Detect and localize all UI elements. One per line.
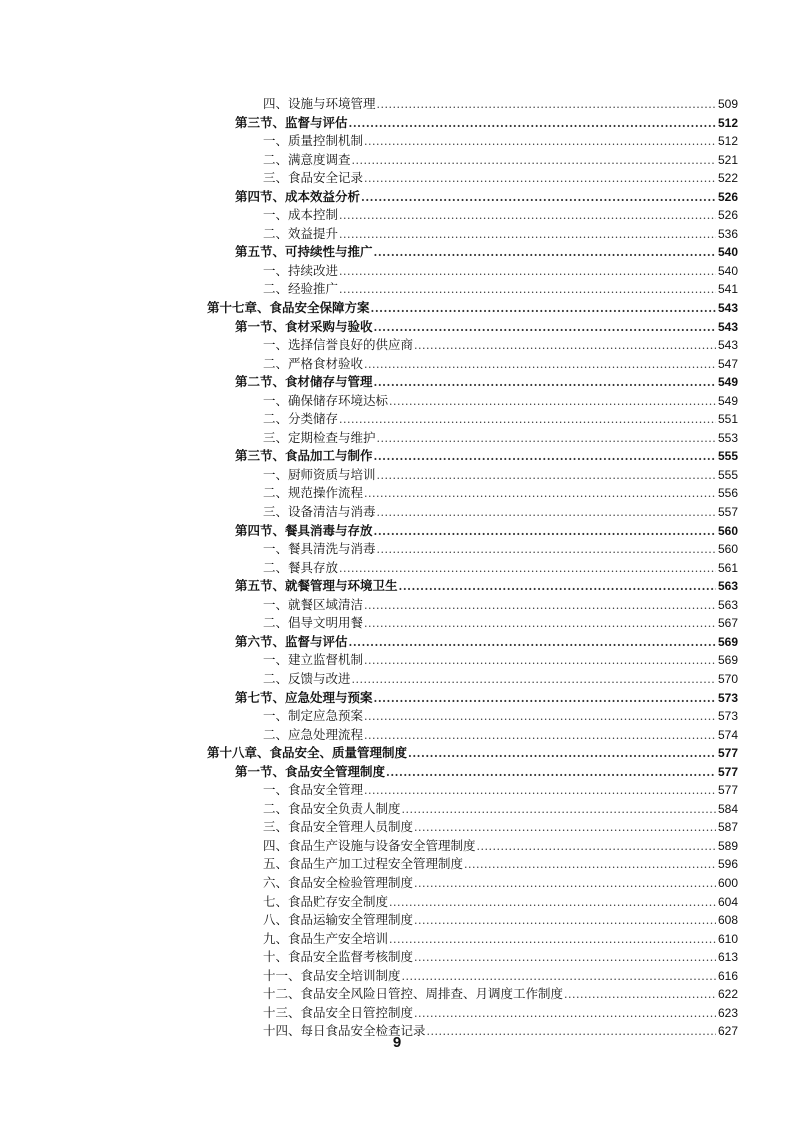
toc-entry-page: 551 (717, 412, 738, 427)
toc-entry-page: 540 (717, 245, 738, 260)
dot-leader (414, 819, 716, 838)
toc-entry-page: 627 (717, 1024, 738, 1039)
toc-entry[interactable] (0, 206, 794, 225)
toc-entry[interactable] (0, 930, 794, 949)
toc-entry[interactable] (0, 967, 794, 986)
toc-entry[interactable] (0, 948, 794, 967)
toc-entry-title: 第四节、成本效益分析 (235, 188, 361, 204)
toc-entry-page: 555 (717, 449, 738, 464)
toc-entry-page: 569 (717, 634, 738, 649)
dot-leader (364, 727, 716, 746)
toc-entry-title: 二、反馈与改进 (263, 670, 351, 686)
toc-entry-page: 577 (717, 764, 738, 779)
toc-entry[interactable] (0, 763, 794, 782)
toc-entry-title: 十一、食品安全培训制度 (263, 967, 401, 983)
dot-leader (364, 782, 716, 801)
dot-leader (371, 300, 716, 319)
toc-entry-title: 二、满意度调查 (263, 151, 351, 167)
toc-entry-page: 616 (717, 968, 738, 983)
toc-entry-page: 563 (717, 579, 738, 594)
dot-leader (389, 393, 716, 412)
dot-leader (374, 448, 716, 467)
toc-entry-title: 一、食品安全管理 (263, 782, 364, 798)
toc-entry[interactable] (0, 151, 794, 170)
toc-entry-page: 526 (717, 208, 738, 223)
toc-entry-title: 一、成本控制 (263, 207, 339, 223)
dot-leader (339, 560, 716, 579)
dot-leader (352, 671, 716, 690)
toc-entry[interactable] (0, 855, 794, 874)
toc-entry-title: 五、食品生产加工过程安全管理制度 (263, 856, 464, 872)
toc-entry[interactable] (0, 132, 794, 151)
dot-leader (352, 152, 716, 171)
toc-entry-page: 569 (717, 653, 738, 668)
toc-entry[interactable] (0, 559, 794, 578)
toc-entry-title: 九、食品生产安全培训 (263, 930, 389, 946)
toc-entry[interactable] (0, 800, 794, 819)
toc-entry-page: 604 (717, 894, 738, 909)
dot-leader (374, 244, 716, 263)
toc-entry-title: 第三节、监督与评估 (235, 114, 348, 130)
toc-entry-title: 第五节、可持续性与推广 (235, 244, 373, 260)
dot-leader (364, 485, 716, 504)
toc-entry-title: 二、效益提升 (263, 225, 339, 241)
dot-leader (399, 578, 716, 597)
dot-leader (377, 430, 716, 449)
toc-entry-page: 573 (717, 690, 738, 705)
toc-entry[interactable] (0, 447, 794, 466)
toc-entry-page: 521 (717, 152, 738, 167)
toc-entry-page: 557 (717, 505, 738, 520)
dot-leader (377, 504, 716, 523)
toc-entry-page: 512 (717, 134, 738, 149)
toc-entry[interactable] (0, 874, 794, 893)
toc-entry[interactable] (0, 596, 794, 615)
toc-entry-title: 一、餐具清洗与消毒 (263, 541, 376, 557)
dot-leader (414, 337, 716, 356)
toc-entry-title: 十四、每日食品安全检查记录 (263, 1023, 426, 1039)
toc-entry-page: 555 (717, 467, 738, 482)
toc-entry[interactable] (0, 726, 794, 745)
dot-leader (408, 745, 716, 764)
toc-entry[interactable] (0, 1004, 794, 1023)
toc-entry-title: 二、食品安全负责人制度 (263, 800, 401, 816)
dot-leader (414, 1005, 716, 1024)
toc-entry[interactable] (0, 169, 794, 188)
toc-entry-title: 十二、食品安全风险日管控、周排查、月调度工作制度 (263, 986, 564, 1002)
dot-leader (364, 615, 716, 634)
toc-entry[interactable] (0, 837, 794, 856)
toc-entry-page: 549 (717, 375, 738, 390)
toc-entry[interactable] (0, 540, 794, 559)
toc-entry[interactable] (0, 410, 794, 429)
toc-entry[interactable] (0, 466, 794, 485)
toc-entry-title: 一、厨师资质与培训 (263, 466, 376, 482)
toc-entry-page: 543 (717, 301, 738, 316)
toc-entry-title: 一、质量控制机制 (263, 133, 364, 149)
table-of-contents (0, 95, 794, 1041)
toc-entry-title: 七、食品贮存安全制度 (263, 893, 389, 909)
toc-entry-page: 556 (717, 486, 738, 501)
dot-leader (377, 467, 716, 486)
toc-entry-title: 二、规范操作流程 (263, 485, 364, 501)
toc-entry-title: 二、倡导文明用餐 (263, 615, 364, 631)
dot-leader (402, 801, 716, 820)
dot-leader (414, 912, 716, 931)
toc-entry-title: 二、应急处理流程 (263, 726, 364, 742)
dot-leader (339, 226, 716, 245)
toc-entry-title: 二、分类储存 (263, 411, 339, 427)
dot-leader (364, 170, 716, 189)
toc-entry[interactable] (0, 651, 794, 670)
toc-entry[interactable] (0, 336, 794, 355)
dot-leader (364, 652, 716, 671)
toc-entry-page: 574 (717, 727, 738, 742)
dot-leader (389, 894, 716, 913)
toc-entry-page: 608 (717, 913, 738, 928)
toc-entry-title: 二、餐具存放 (263, 559, 339, 575)
toc-entry-title: 十三、食品安全日管控制度 (263, 1004, 414, 1020)
toc-entry[interactable] (0, 818, 794, 837)
toc-entry-title: 三、定期检查与维护 (263, 429, 376, 445)
toc-entry-page: 540 (717, 263, 738, 278)
toc-entry-title: 第十八章、食品安全、质量管理制度 (207, 745, 408, 761)
toc-entry-title: 一、建立监督机制 (263, 652, 364, 668)
dot-leader (364, 133, 716, 152)
toc-entry-page: 560 (717, 542, 738, 557)
toc-entry-title: 第一节、食品安全管理制度 (235, 763, 386, 779)
toc-entry[interactable] (0, 114, 794, 133)
toc-entry-page: 522 (717, 171, 738, 186)
toc-entry[interactable] (0, 781, 794, 800)
toc-entry-title: 四、设施与环境管理 (263, 96, 376, 111)
toc-entry-page: 541 (717, 282, 738, 297)
dot-leader (374, 523, 716, 542)
toc-entry[interactable] (0, 503, 794, 522)
toc-entry[interactable] (0, 522, 794, 541)
toc-entry-title: 第一节、食材采购与验收 (235, 318, 373, 334)
toc-entry-page: 589 (717, 838, 738, 853)
toc-entry[interactable] (0, 911, 794, 930)
toc-entry-title: 三、食品安全管理人员制度 (263, 819, 414, 835)
toc-entry-title: 一、确保储存环境达标 (263, 392, 389, 408)
toc-entry-page: 561 (717, 560, 738, 575)
toc-entry-title: 第四节、餐具消毒与存放 (235, 522, 373, 538)
toc-entry[interactable] (0, 577, 794, 596)
toc-entry[interactable] (0, 225, 794, 244)
dot-leader (339, 263, 716, 282)
toc-entry-title: 十、食品安全监督考核制度 (263, 949, 414, 965)
toc-entry-title: 第十七章、食品安全保障方案 (207, 300, 370, 316)
dot-leader (564, 986, 716, 1005)
dot-leader (374, 374, 716, 393)
toc-entry[interactable] (0, 299, 794, 318)
dot-leader (477, 838, 716, 857)
toc-entry[interactable] (0, 484, 794, 503)
toc-entry-title: 三、设备清洁与消毒 (263, 504, 376, 520)
dot-leader (364, 597, 716, 616)
toc-entry-title: 三、食品安全记录 (263, 170, 364, 186)
dot-leader (349, 115, 716, 134)
toc-entry-page: 526 (717, 189, 738, 204)
dot-leader (389, 931, 716, 950)
dot-leader (414, 875, 716, 894)
toc-entry[interactable] (0, 262, 794, 281)
toc-entry-title: 四、食品生产设施与设备安全管理制度 (263, 837, 476, 853)
toc-entry[interactable] (0, 318, 794, 337)
toc-entry-page: 512 (717, 115, 738, 130)
toc-entry-title: 六、食品安全检验管理制度 (263, 874, 414, 890)
dot-leader (464, 856, 716, 875)
toc-entry-page: 563 (717, 597, 738, 612)
page-number: 9 (392, 1034, 402, 1051)
toc-entry-page: 610 (717, 931, 738, 946)
toc-entry-page: 577 (717, 783, 738, 798)
toc-entry[interactable] (0, 670, 794, 689)
toc-entry-title: 第五节、就餐管理与环境卫生 (235, 578, 398, 594)
dot-leader (364, 356, 716, 375)
toc-entry-page: 536 (717, 226, 738, 241)
toc-entry-page: 577 (717, 746, 738, 761)
toc-entry-page: 587 (717, 820, 738, 835)
toc-entry[interactable] (0, 429, 794, 448)
toc-entry-title: 二、严格食材验收 (263, 355, 364, 371)
toc-entry[interactable] (0, 614, 794, 633)
dot-leader (377, 96, 716, 115)
dot-leader (339, 411, 716, 430)
toc-entry-page: 584 (717, 801, 738, 816)
toc-entry-title: 第六节、监督与评估 (235, 633, 348, 649)
toc-entry[interactable] (0, 744, 794, 763)
dot-leader (349, 634, 716, 653)
toc-entry-page: 553 (717, 430, 738, 445)
toc-entry-page: 570 (717, 671, 738, 686)
toc-entry[interactable] (0, 188, 794, 207)
dot-leader (339, 207, 716, 226)
toc-entry-page: 573 (717, 709, 738, 724)
dot-leader (374, 690, 716, 709)
toc-entry-title: 一、选择信誉良好的供应商 (263, 337, 414, 353)
dot-leader (377, 541, 716, 560)
dot-leader (339, 281, 716, 300)
toc-entry-page: 613 (717, 950, 738, 965)
toc-entry-title: 第三节、食品加工与制作 (235, 448, 373, 464)
toc-entry-page: 567 (717, 616, 738, 631)
toc-entry[interactable] (0, 280, 794, 299)
toc-entry-page: 543 (717, 338, 738, 353)
toc-entry-page: 622 (717, 987, 738, 1002)
toc-entry-page: 596 (717, 857, 738, 872)
toc-entry-page: 549 (717, 393, 738, 408)
toc-entry[interactable] (0, 355, 794, 374)
dot-leader (374, 319, 716, 338)
toc-entry[interactable] (0, 707, 794, 726)
toc-entry-title: 一、就餐区域清洁 (263, 596, 364, 612)
dot-leader (361, 189, 716, 208)
dot-leader (414, 949, 716, 968)
toc-entry[interactable] (0, 633, 794, 652)
toc-entry[interactable] (0, 893, 794, 912)
toc-entry[interactable] (0, 985, 794, 1004)
toc-entry-page: 509 (717, 97, 738, 111)
dot-leader (402, 968, 716, 987)
toc-entry-page: 560 (717, 523, 738, 538)
toc-entry-page: 623 (717, 1005, 738, 1020)
toc-entry[interactable] (0, 95, 794, 114)
toc-entry[interactable] (0, 243, 794, 262)
toc-entry-title: 二、经验推广 (263, 281, 339, 297)
dot-leader (364, 708, 716, 727)
toc-entry-title: 第七节、应急处理与预案 (235, 689, 373, 705)
toc-entry[interactable] (0, 373, 794, 392)
toc-entry[interactable] (0, 392, 794, 411)
toc-entry-title: 第二节、食材储存与管理 (235, 374, 373, 390)
toc-entry[interactable] (0, 689, 794, 708)
toc-entry-page: 600 (717, 875, 738, 890)
dot-leader (386, 764, 716, 783)
toc-entry-page: 543 (717, 319, 738, 334)
toc-entry-title: 一、制定应急预案 (263, 708, 364, 724)
toc-entry-title: 一、持续改进 (263, 262, 339, 278)
toc-entry-page: 547 (717, 356, 738, 371)
toc-entry-title: 八、食品运输安全管理制度 (263, 912, 414, 928)
